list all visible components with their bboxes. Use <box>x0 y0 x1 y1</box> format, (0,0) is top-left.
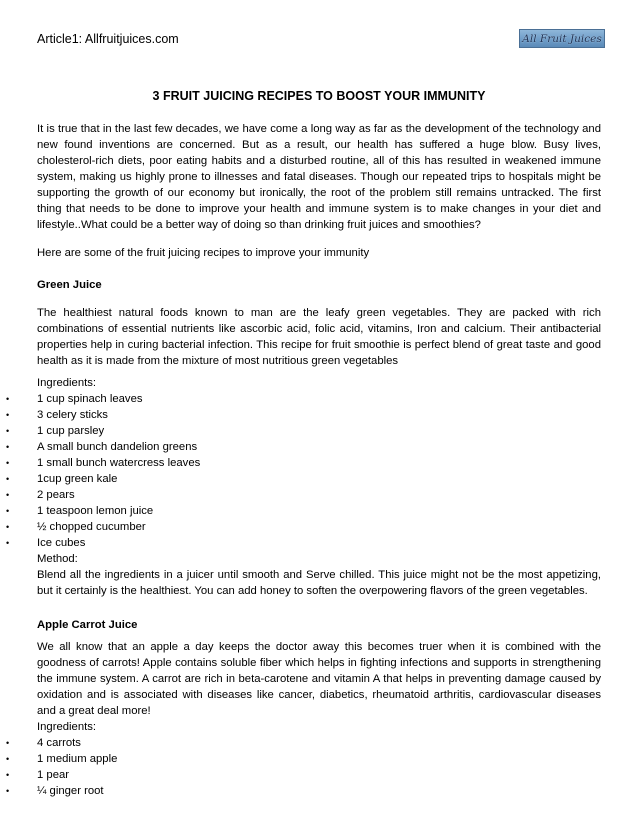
bullet-icon: • <box>6 426 10 436</box>
page-title: 3 FRUIT JUICING RECIPES TO BOOST YOUR IMMUNITY <box>152 89 486 103</box>
bullet-icon: • <box>6 410 10 420</box>
list-item: • 1 medium apple <box>6 753 118 765</box>
logo-text: All Fruit Juices <box>522 32 602 45</box>
list-item: • 1 cup parsley <box>6 425 105 437</box>
green-juice-method: Blend all the ingredients in a juicer until smooth and Serve chilled. This juice might not be the most appetizing, but it certainly is the healthiest. You can add honey to soften the overpowering flavors of the green vegetables. <box>37 569 601 597</box>
intro-section <box>37 121 601 233</box>
list-item: • 1cup green kale <box>6 473 118 485</box>
green-juice-ingredients-list <box>6 391 601 551</box>
bullet-icon: • <box>6 458 10 468</box>
green-juice-recipe <box>6 375 601 599</box>
bullet-icon: • <box>6 474 10 484</box>
green-juice-heading: Green Juice <box>37 279 102 291</box>
apple-carrot-ingredients-label: Ingredients: <box>37 721 97 733</box>
intro-paragraph: It is true that in the last few decades, we have come a long way as far as the development of the technology and new found inventions are concerned. But as a result, our health has suffered a huge blow. Busy lives, cholesterol-rich diets, poor eating habits and a disturbed routine, all of this has resulted in weakened immune system, making us highly prone to illnesses and fatal diseases. Though our repeated trips to hospitals might be supporting the growth of our economy but ironically, the root of the problem still remains untracked. The first thing that needs to be done to improve your health and immune system is to make changes in your diet and lifestyle..What could be a better way of doing so than drinking fruit juices and smoothies? <box>37 123 601 231</box>
apple-carrot-description: We all know that an apple a day keeps the doctor away this becomes truer when it is combined with the goodness of carrots! Apple contains soluble fiber which helps in fighting infections and supports in strengthening the immune system. A carrot are rich in beta-carotene and vitamin A that helps in preventing damage caused by oxidation and is associated with diseases like cancer, diabetics, rheumatoid arthritis, cardiovascular diseases and a great deal more! <box>37 641 601 717</box>
bullet-icon: • <box>6 786 10 796</box>
bullet-icon: • <box>6 490 10 500</box>
bullet-icon: • <box>6 770 10 780</box>
recipes-intro: Here are some of the fruit juicing recipes to improve your immunity <box>37 247 370 259</box>
bullet-icon: • <box>6 442 10 452</box>
list-item: • 3 celery sticks <box>6 409 108 421</box>
list-item: • ¼ ginger root <box>6 785 104 797</box>
bullet-icon: • <box>6 738 10 748</box>
apple-carrot-section <box>37 617 601 633</box>
list-item: • 1 cup spinach leaves <box>6 393 143 405</box>
list-item: • 1 small bunch watercress leaves <box>6 457 201 469</box>
green-juice-method-label: Method: <box>37 553 78 565</box>
list-item: • 4 carrots <box>6 737 81 749</box>
list-item: • 1 pear <box>6 769 70 781</box>
apple-carrot-recipe <box>6 639 601 799</box>
green-juice-ingredients-label: Ingredients: <box>37 377 97 389</box>
list-item: • 2 pears <box>6 489 75 501</box>
bullet-icon: • <box>6 538 10 548</box>
recipes-intro-section <box>37 245 601 261</box>
apple-carrot-ingredients-list <box>6 735 601 799</box>
bullet-icon: • <box>6 394 10 404</box>
bullet-icon: • <box>6 522 10 532</box>
green-juice-description-block <box>37 305 601 369</box>
green-juice-description: The healthiest natural foods known to man are the leafy green vegetables. They are packed with rich combinations of essential nutrients like ascorbic acid, folic acid, vitamins, Iron and calcium. Their antibacterial properties help in curing bacterial infection. This recipe for fruit smoothie is perfect blend of great taste and good health as it is made from the mixture of most nutritious green vegetables <box>37 307 601 367</box>
list-item: • 1 teaspoon lemon juice <box>6 505 154 517</box>
apple-carrot-heading: Apple Carrot Juice <box>37 619 138 631</box>
bullet-icon: • <box>6 506 10 516</box>
list-item: • A small bunch dandelion greens <box>6 441 198 453</box>
list-item: • ½ chopped cucumber <box>6 521 146 533</box>
article-label: Article1: Allfruitjuices.com <box>37 32 179 46</box>
bullet-icon: • <box>6 754 10 764</box>
list-item: • Ice cubes <box>6 537 86 549</box>
green-juice-section <box>37 277 601 293</box>
site-logo <box>519 29 605 48</box>
